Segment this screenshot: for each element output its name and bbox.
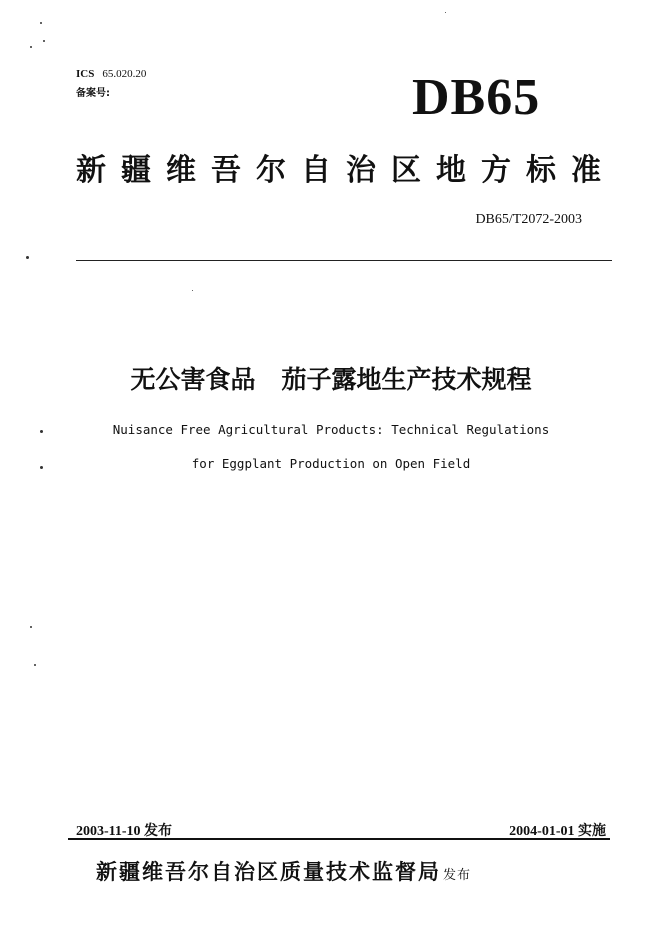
scan-speck [40,466,43,469]
issuer-name: 新疆维吾尔自治区质量技术监督局 [96,860,441,884]
title-english-line1: Nuisance Free Agricultural Products: Technical Regulations [112,422,550,437]
scan-speck [40,22,42,24]
scan-speck [192,290,193,291]
title-chinese: 无公害食品 茄子露地生产技术规程 [130,365,532,394]
standard-class-heading: 新疆维吾尔自治区地方标准 [76,153,616,188]
title-english-line2: for Eggplant Production on Open Field [191,456,471,471]
record-number-label: 备案号: [76,88,110,99]
scan-speck [26,256,29,259]
scan-speck [43,40,45,42]
footer-divider [68,838,610,840]
standard-number: DB65/T2072-2003 [475,212,582,227]
scan-speck [30,626,32,628]
ics-line [76,68,146,80]
header-divider [76,260,612,261]
ics-label: ICS [76,68,95,80]
scan-speck [30,46,32,48]
scan-speck [445,12,446,13]
db65-logo: DB65 [412,69,541,126]
issue-date: 2003-11-10 发布 [76,824,173,839]
implementation-date: 2004-01-01 实施 [509,824,606,839]
issuing-authority [96,856,471,886]
ics-code: 65.020.20 [102,68,147,80]
issuer-suffix: 发布 [443,868,472,883]
scan-speck [40,430,43,433]
scan-speck [34,664,36,666]
